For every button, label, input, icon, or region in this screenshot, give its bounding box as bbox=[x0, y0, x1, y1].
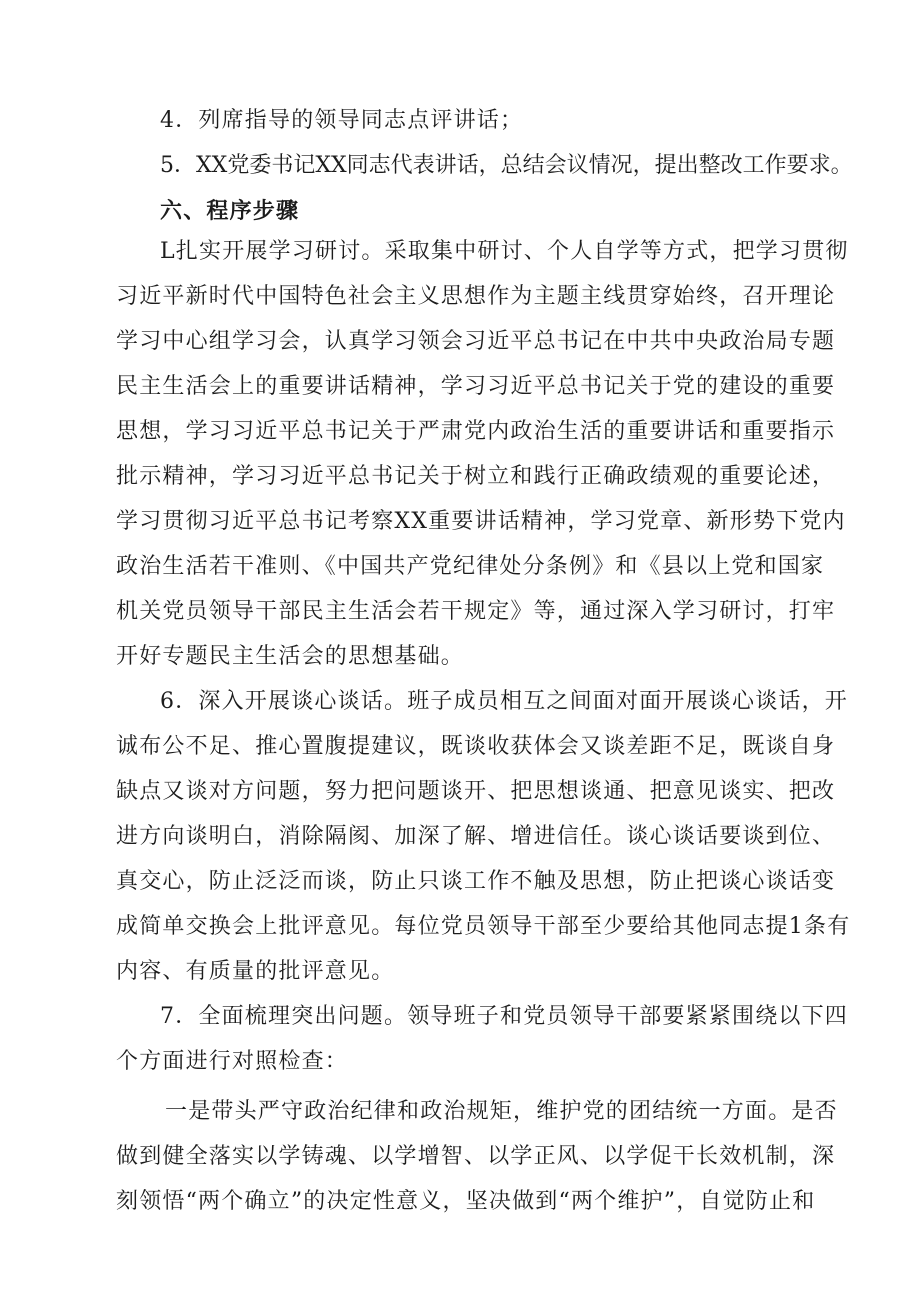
paragraph-line: 习近平新时代中国特色社会主义思想作为主题主线贯穿始终，召开理论 bbox=[116, 284, 836, 309]
paragraph-line: 做到健全落实以学铸魂、以学增智、以学正风、以学促干长效机制，深 bbox=[116, 1144, 836, 1169]
paragraph-line: L扎实开展学习研讨。采取集中研讨、个人自学等方式，把学习贯彻 bbox=[160, 239, 849, 264]
paragraph-line: 政治生活若干准则、《中国共产党纪律处分条例》和《县以上党和国家 bbox=[116, 554, 825, 579]
paragraph-line: 成简单交换会上批评意见。每位党员领导干部至少要给其他同志提1条有 bbox=[116, 914, 851, 939]
section-heading: 六、程序步骤 bbox=[160, 198, 300, 224]
list-item-5: 5．XX党委书记XX同志代表讲话，总结会议情况，提出整改工作要求。 bbox=[160, 153, 853, 178]
paragraph-line: 个方面进行对照检查： bbox=[116, 1049, 349, 1074]
paragraph-line: 开好专题民主生活会的思想基础。 bbox=[116, 644, 465, 669]
list-item-4: 4．列席指导的领导同志点评讲话； bbox=[160, 108, 524, 133]
paragraph-line: 6．深入开展谈心谈话。班子成员相互之间面对面开展谈心谈话，开 bbox=[160, 689, 848, 714]
paragraph-line: 学习中心组学习会，认真学习领会习近平总书记在中共中央政治局专题 bbox=[116, 329, 836, 354]
paragraph-line: 思想，学习习近平总书记关于严肃党内政治生活的重要讲话和重要指示 bbox=[116, 419, 836, 444]
paragraph-line: 刻领悟“两个确立”的决定性意义，坚决做到“两个维护”，自觉防止和 bbox=[116, 1189, 816, 1214]
paragraph-line: 内容、有质量的批评意见。 bbox=[116, 959, 395, 984]
paragraph-line: 机关党员领导干部民主生活会若干规定》等，通过深入学习研讨，打牢 bbox=[116, 599, 836, 624]
paragraph-line: 诚布公不足、推心置腹提建议，既谈收获体会又谈差距不足，既谈自身 bbox=[116, 734, 836, 759]
paragraph-line: 缺点又谈对方问题，努力把问题谈开、把思想谈通、把意见谈实、把改 bbox=[116, 779, 836, 804]
paragraph-line: 进方向谈明白，消除隔阂、加深了解、增进信任。谈心谈话要谈到位、 bbox=[116, 824, 836, 849]
paragraph-line: 真交心，防止泛泛而谈，防止只谈工作不触及思想，防止把谈心谈话变 bbox=[116, 869, 836, 894]
paragraph-line: 学习贯彻习近平总书记考察XX重要讲话精神，学习党章、新形势下党内 bbox=[116, 509, 846, 534]
paragraph-line: 7．全面梳理突出问题。领导班子和党员领导干部要紧紧围绕以下四 bbox=[160, 1004, 848, 1029]
paragraph-line: 批示精神，学习习近平总书记关于树立和践行正确政绩观的重要论述， bbox=[116, 464, 836, 489]
paragraph-line: 民主生活会上的重要讲话精神，学习习近平总书记关于党的建设的重要 bbox=[116, 374, 836, 399]
paragraph-line: 一是带头严守政治纪律和政治规矩，维护党的团结统一方面。是否 bbox=[165, 1099, 838, 1124]
